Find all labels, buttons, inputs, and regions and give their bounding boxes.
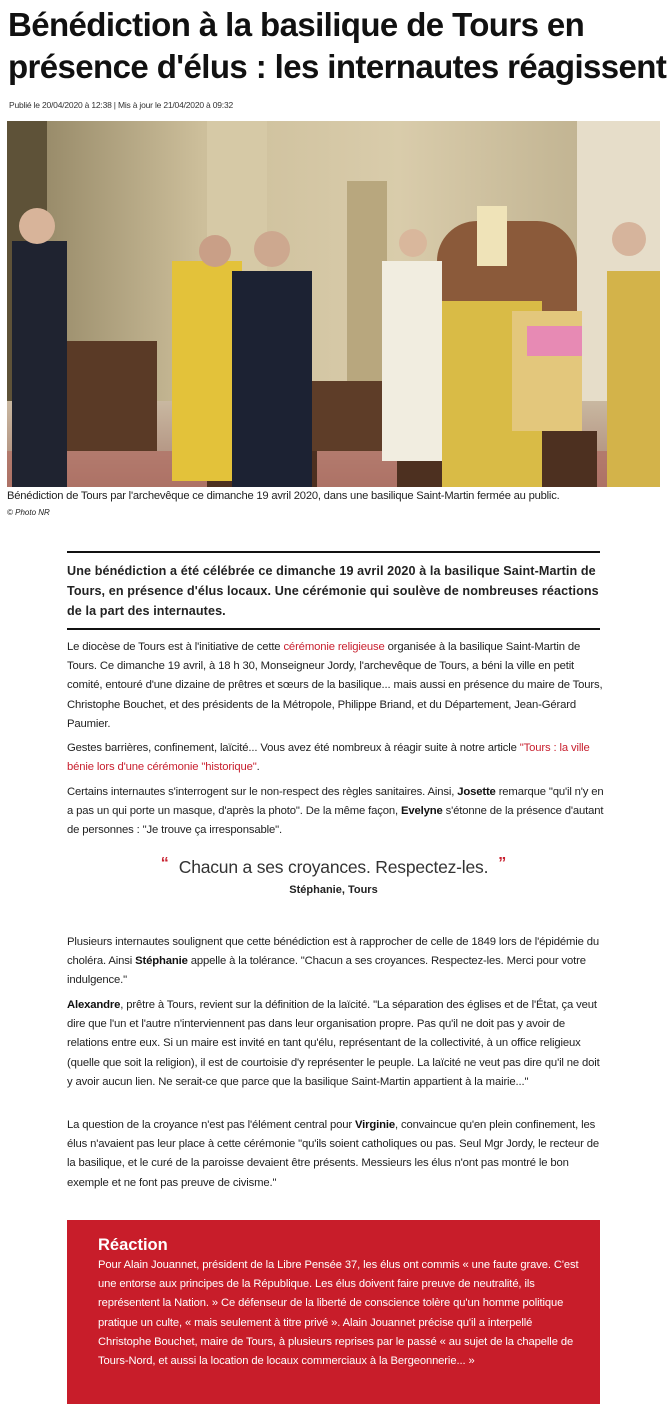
- paragraph-5: [67, 996, 607, 1092]
- text: organisée à la basilique Saint-Martin de Tours. Ce dimanche 19 avril, à 18 h 30, Monseigneur Jordy, l'archevêque de Tours, a béni la ville en petit comité, entouré d'une dizaine de prêtres et sœurs de la basilique... mais aussi en présence du maire de Tours, Christophe Bouchet, et des présidents de la Métropole, Philippe Briand, et du Département, Jean-Gérard Paumier.: [67, 641, 603, 730]
- publish-meta: Publié le 20/04/2020 à 12:38 | Mis à jour le 21/04/2020 à 09:32: [9, 100, 234, 110]
- text: , prêtre à Tours, revient sur la définition de la laïcité. "La séparation des églises et de l'État, ça veut dire que l'un et l'autre n'interviennent pas dans leur organisation propre. Pas qu'il ne doit pas y avoir de relations entre eux. Si un maire est invité en tant qu'élu, représentant de la collectivité, à un office religieux (quelle que soit la religion), il est de courtoisie d'y représenter le peuple. La laïcité ne veut pas dire qu'il ne doit y avoir aucun lien. Ne serait-ce que parce que la basilique Saint-Martin appartient à la mairie...": [67, 999, 600, 1088]
- lead-paragraph: Une bénédiction a été célébrée ce dimanche 19 avril 2020 à la basilique Saint-Martin de Tours, en présence d'élus locaux. Une cérémonie qui soulève de nombreuses réactions de la part des internautes.: [67, 564, 599, 618]
- text: Plusieurs internautes soulignent que cette bénédiction est à rapprocher de celle de 1849 lors de l'épidémie du choléra. Ainsi: [67, 936, 600, 968]
- text: La question de la croyance n'est pas l'élément central pour: [67, 1119, 355, 1131]
- basilica-photo-illustration: [7, 121, 660, 487]
- paragraph-4: [67, 933, 607, 991]
- paragraph-3: [67, 783, 607, 841]
- name-evelyne: Evelyne: [400, 805, 443, 818]
- text: .: [256, 761, 260, 774]
- reaction-text: Pour Alain Jouannet, président de la Libre Pensée 37, les élus ont commis « une faute grave. C'est une entorse aux principes de la République. Les élus doivent faire preuve de neutralité, ils représentent la Nation. » Ce défenseur de la liberté de conscience tolère qu'un homme politique pratique un culte, « mais seulement à titre privé ». Alain Jouannet précise qu'il a interpellé Christophe Bouchet, maire de Tours, à plusieurs reprises par le passé « au sujet de la chapelle de Tours-Nord, et aussi la location de locaux commerciaux à la Bergeonnerie... »: [98, 1259, 579, 1368]
- paragraph-2: [67, 739, 607, 777]
- link-ceremonie-religieuse[interactable]: cérémonie religieuse: [283, 641, 385, 653]
- quote-author: Stéphanie, Tours: [289, 884, 378, 896]
- quote-text: Chacun a ses croyances. Respectez-les.: [178, 857, 489, 877]
- reaction-title: Réaction: [98, 1236, 168, 1254]
- paragraph-1: [67, 638, 607, 734]
- lead-block: [67, 551, 600, 630]
- text: Certains internautes s'interrogent sur le non-respect des règles sanitaires. Ainsi,: [67, 786, 458, 798]
- photo-caption: Bénédiction de Tours par l'archevêque ce dimanche 19 avril 2020, dans une basilique Saint-Martin fermée au public.: [7, 490, 560, 502]
- text: s'étonne de la présence d'autant de personnes : "Je trouve ça irresponsable".: [67, 805, 604, 837]
- article-title: Bénédiction à la basilique de Tours en présence d'élus : les internautes réagissent: [8, 6, 667, 85]
- text: , convaincue qu'en plein confinement, les élus n'avaient pas leur place à cette cérémonie "qu'ils soient catholiques ou pas. Seul Mgr Jordy, le recteur de la basilique, et le curé de la paroisse devaient être présents. Messieurs les élus n'ont pas montré le bon exemple et ne font pas preuve de civisme.": [67, 1119, 599, 1189]
- text: Le diocèse de Tours est à l'initiative de cette: [67, 641, 284, 653]
- name-alexandre: Alexandre: [67, 999, 121, 1011]
- paragraph-6: [67, 1116, 607, 1193]
- link-related-article[interactable]: "Tours : la ville bénie lors d'une cérémonie "historique": [67, 742, 590, 774]
- text: Gestes barrières, confinement, laïcité... Vous avez été nombreux à réagir suite à notre article: [67, 742, 520, 754]
- open-quote-icon: “: [160, 855, 169, 872]
- pull-quote: [67, 857, 600, 896]
- name-stephanie: Stéphanie: [135, 955, 188, 968]
- name-josette: Josette: [457, 786, 496, 798]
- close-quote-icon: ”: [498, 855, 507, 872]
- photo-credit: © Photo NR: [7, 508, 50, 517]
- article-photo: [7, 121, 660, 487]
- name-virginie: Virginie: [354, 1119, 395, 1131]
- text: remarque "qu'il n'y en a pas un qui porte un masque, d'après la photo". De la même façon,: [67, 786, 604, 818]
- text: appelle à la tolérance. "Chacun a ses croyances. Respectez-les. Merci pour votre indulgence.": [67, 955, 586, 987]
- reaction-box: [67, 1220, 600, 1404]
